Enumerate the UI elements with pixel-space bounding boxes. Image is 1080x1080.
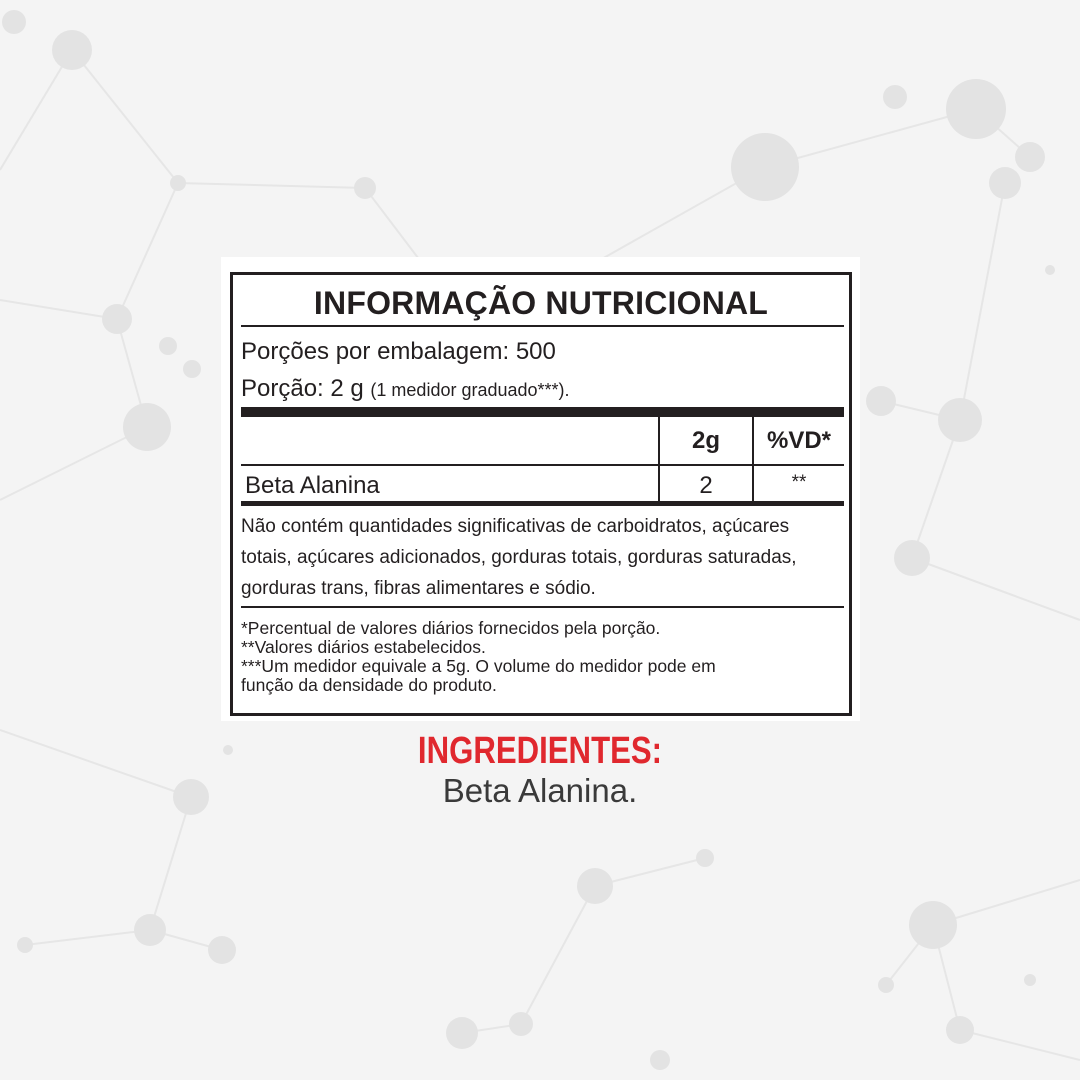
footnote: *Percentual de valores diários fornecidos pela porção. <box>241 618 661 638</box>
column-header-daily-value: %VD* <box>766 427 832 454</box>
nutrient-name: Beta Alanina <box>245 472 380 499</box>
divider <box>241 325 844 327</box>
divider-medium <box>241 501 844 506</box>
note-line: gorduras trans, fibras alimentares e sódio. <box>241 578 596 599</box>
nutrition-label-card <box>221 257 860 721</box>
divider-thick <box>241 407 844 417</box>
label-title: INFORMAÇÃO NUTRICIONAL <box>313 285 769 321</box>
footnote: ***Um medidor equivale a 5g. O volume do medidor pode em <box>241 656 716 676</box>
nutrient-daily-value: ** <box>791 472 807 493</box>
note-line: totais, açúcares adicionados, gorduras totais, gorduras saturadas, <box>241 547 797 568</box>
ingredients-list: Beta Alanina. <box>442 772 638 809</box>
servings-label: Porções por embalagem: <box>241 338 510 365</box>
portion-label: Porção: 2 g <box>241 375 364 402</box>
portion-detail: (1 medidor graduado***). <box>370 380 570 400</box>
portion-size <box>241 375 570 403</box>
servings-value: 500 <box>515 338 556 365</box>
servings-per-package <box>241 338 556 366</box>
divider <box>241 606 844 608</box>
footnote: função da densidade do produto. <box>241 675 497 695</box>
nutrient-amount: 2 <box>699 472 713 499</box>
footnotes <box>241 619 846 695</box>
footnote: **Valores diários estabelecidos. <box>241 637 486 657</box>
column-header-amount: 2g <box>691 427 720 454</box>
note-line: Não contém quantidades significativas de carboidratos, açúcares <box>241 516 790 537</box>
insignificant-amounts-note <box>241 511 846 604</box>
nutrition-facts-table <box>230 272 852 716</box>
divider <box>241 464 844 466</box>
ingredients-heading: INGREDIENTES: <box>417 730 663 772</box>
